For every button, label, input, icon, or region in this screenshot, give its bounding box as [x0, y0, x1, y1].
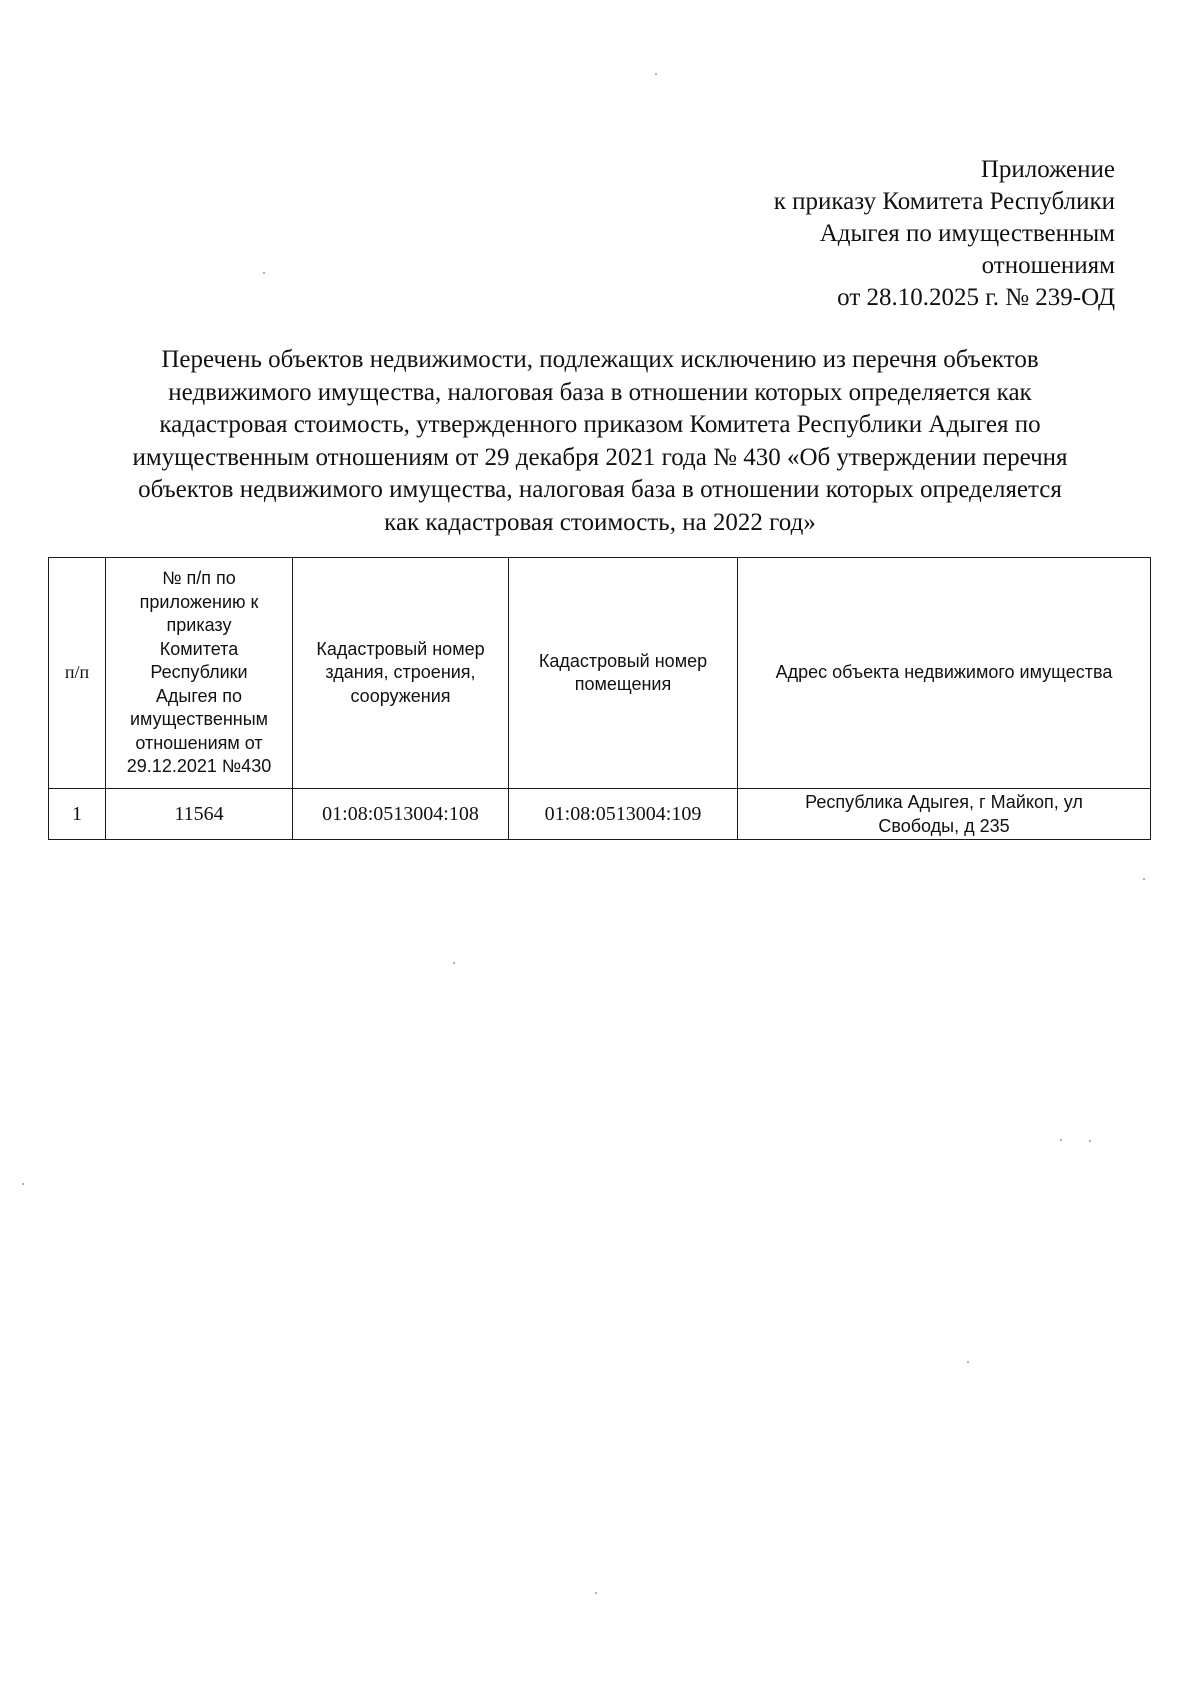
- cell-room-cadastral: 01:08:0513004:109: [509, 789, 738, 840]
- scan-speck: [967, 1361, 969, 1363]
- table-row: [49, 789, 1151, 840]
- table-header-row: [49, 558, 1151, 789]
- appendix-line: отношениям: [981, 252, 1115, 279]
- appendix-line: Адыгея по имущественным: [819, 220, 1115, 247]
- cell-address: Республика Адыгея, г Майкоп, ул Свободы, д 235: [738, 789, 1151, 840]
- cell-row-number: 1: [49, 789, 106, 840]
- scan-speck: [655, 73, 657, 75]
- scan-speck: [1089, 1140, 1091, 1142]
- header-room-cadastral: Кадастровый номер помещения: [509, 558, 738, 789]
- title-line: как кадастровая стоимость, на 2022 год»: [384, 508, 816, 536]
- objects-table: [48, 557, 1151, 840]
- title-line: имущественным отношениям от 29 декабря 2021 года № 430 «Об утверждении перечня: [132, 443, 1068, 471]
- title-line: объектов недвижимого имущества, налоговая база в отношении которых определяется: [138, 476, 1062, 503]
- title-line: недвижимого имущества, налоговая база в отношении которых определяется как: [168, 378, 1032, 406]
- scan-speck: [1143, 878, 1145, 880]
- appendix-line: от 28.10.2025 г. № 239-ОД: [837, 284, 1115, 311]
- appendix-line: Приложение: [980, 156, 1115, 183]
- title-line: Перечень объектов недвижимости, подлежащих исключению из перечня объектов: [161, 346, 1039, 373]
- cell-appendix-number: 11564: [106, 789, 293, 840]
- appendix-block: [595, 154, 1115, 314]
- header-appendix-number: № п/п по приложению к приказу Комитета Республики Адыгея по имущественным отношениям от 29.12.2021 №430: [106, 558, 293, 789]
- scan-speck: [595, 1592, 597, 1594]
- header-address: Адрес объекта недвижимого имущества: [738, 558, 1151, 789]
- scan-speck: [263, 272, 265, 274]
- appendix-line: к приказу Комитета Республики: [773, 188, 1115, 215]
- header-row-number: п/п: [49, 558, 106, 789]
- cell-building-cadastral: 01:08:0513004:108: [293, 789, 509, 840]
- scan-speck: [453, 962, 455, 964]
- title-line: кадастровая стоимость, утвержденного приказом Комитета Республики Адыгея по: [159, 411, 1041, 438]
- scan-speck: [1060, 1139, 1062, 1141]
- scan-speck: [22, 1183, 24, 1185]
- document-title: [60, 344, 1140, 539]
- header-building-cadastral: Кадастровый номер здания, строения, сооружения: [293, 558, 509, 789]
